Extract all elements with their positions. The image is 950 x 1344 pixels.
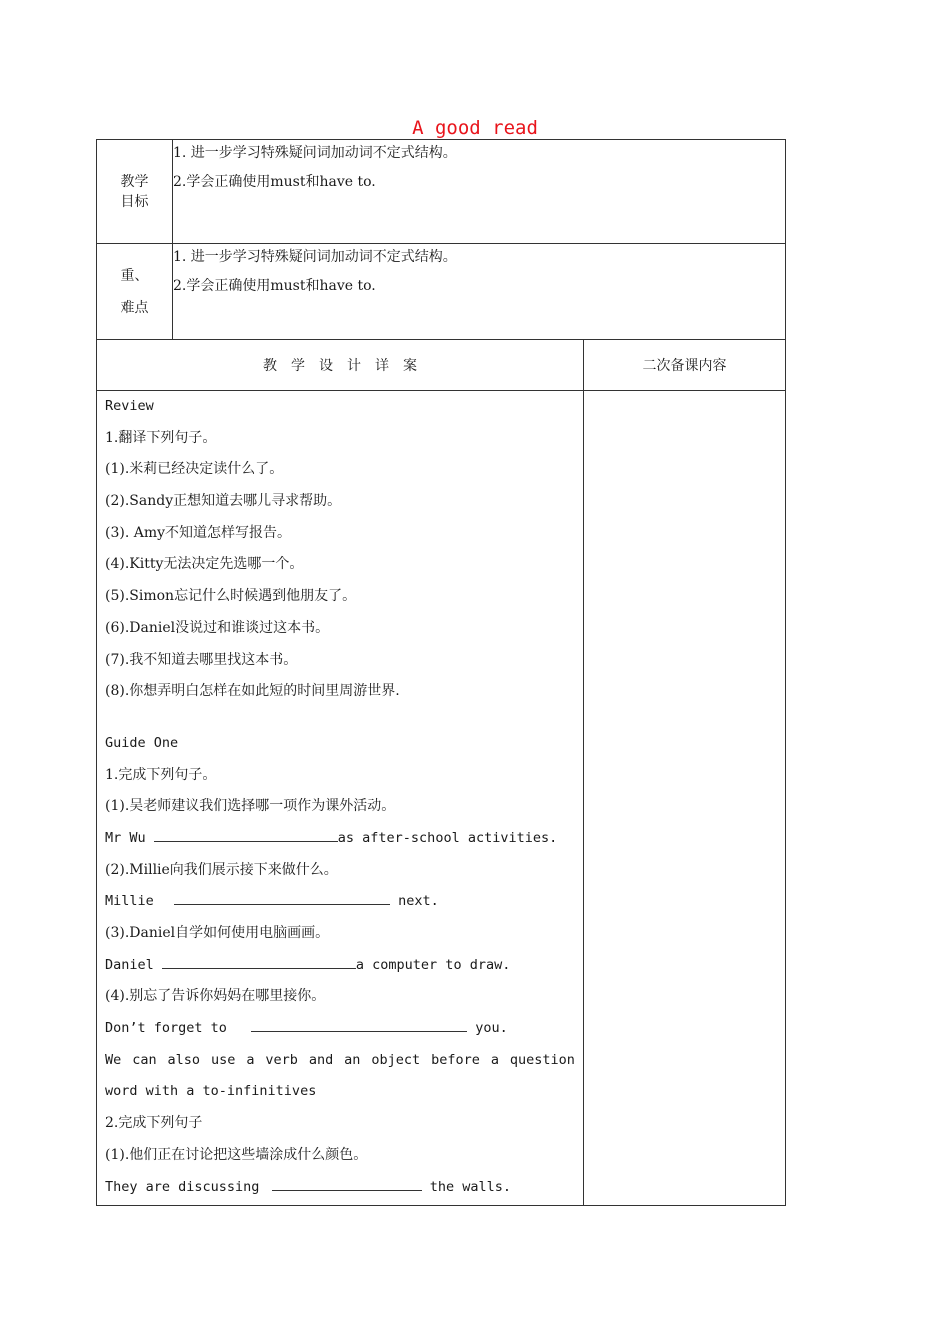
answer-blank — [162, 954, 356, 969]
review-item: (6).Daniel没说过和谁谈过这本书。 — [105, 619, 330, 636]
question-cn: (2).Millie向我们展示接下来做什么。 — [105, 861, 338, 878]
objective-item: 2.学会正确使用must和have to. — [173, 174, 376, 190]
main-heading: 教学设计详案 — [97, 340, 584, 391]
key-points-label: 重、 难点 — [97, 244, 173, 340]
key-point-item: 1. 进一步学习特殊疑问词加动词不定式结构。 — [173, 249, 457, 265]
key-points-content — [173, 244, 786, 340]
objectives-row — [97, 140, 786, 244]
answer-blank — [174, 890, 390, 905]
review-item: (7).我不知道去哪里找这本书。 — [105, 651, 298, 668]
review-instruction: 1.翻译下列句子。 — [105, 429, 217, 446]
question-en: They are discussing the walls. — [105, 1172, 583, 1204]
question-cn: (1).他们正在讨论把这些墙涂成什么颜色。 — [105, 1146, 368, 1163]
secondary-prep-content — [584, 391, 786, 1206]
guide-one-title: Guide One — [105, 734, 179, 751]
review-item: (5).Simon忘记什么时候遇到他朋友了。 — [105, 588, 357, 605]
objectives-label: 教学 目标 — [97, 140, 173, 244]
main-content — [97, 391, 584, 1206]
question-en: Millie next. — [105, 886, 583, 918]
review-item: (2).Sandy正想知道去哪儿寻求帮助。 — [105, 493, 342, 510]
answer-blank — [272, 1176, 422, 1191]
review-item: (1).米莉已经决定读什么了。 — [105, 461, 284, 478]
key-point-item: 2.学会正确使用must和have to. — [173, 278, 376, 294]
question-cn: (1).吴老师建议我们选择哪一项作为课外活动。 — [105, 798, 396, 815]
review-item: (3). Amy不知道怎样写报告。 — [105, 524, 292, 541]
objectives-content — [173, 140, 786, 244]
question-en: Daniel a computer to draw. — [105, 950, 583, 982]
review-title: Review — [105, 398, 154, 414]
question-cn: (3).Daniel自学如何使用电脑画画。 — [105, 925, 330, 941]
lesson-plan-table — [96, 139, 786, 1206]
heading-row — [97, 340, 786, 391]
review-item: (8).你想弄明白怎样在如此短的时间里周游世界. — [105, 683, 400, 700]
objective-item: 1. 进一步学习特殊疑问词加动词不定式结构。 — [173, 145, 457, 161]
grammar-note-line: word with a to-infinitives — [105, 1083, 317, 1100]
guide-one-instruction: 1.完成下列句子。 — [105, 766, 217, 783]
page-title: A good read — [412, 117, 538, 139]
answer-blank — [251, 1017, 467, 1032]
content-row — [97, 391, 786, 1206]
grammar-note-line: We can also use a verb and an object before a question — [105, 1051, 575, 1068]
question-cn: (4).别忘了告诉你妈妈在哪里接你。 — [105, 988, 326, 1005]
review-item: (4).Kitty无法决定先选哪一个。 — [105, 556, 304, 573]
question-en: Mr Wu as after-school activities. — [105, 823, 583, 855]
side-heading: 二次备课内容 — [584, 340, 786, 391]
key-points-row — [97, 244, 786, 340]
guide-one-instruction-2: 2.完成下列句子 — [105, 1115, 203, 1132]
question-en: Don’t forget to you. — [105, 1013, 583, 1045]
answer-blank — [154, 827, 338, 842]
